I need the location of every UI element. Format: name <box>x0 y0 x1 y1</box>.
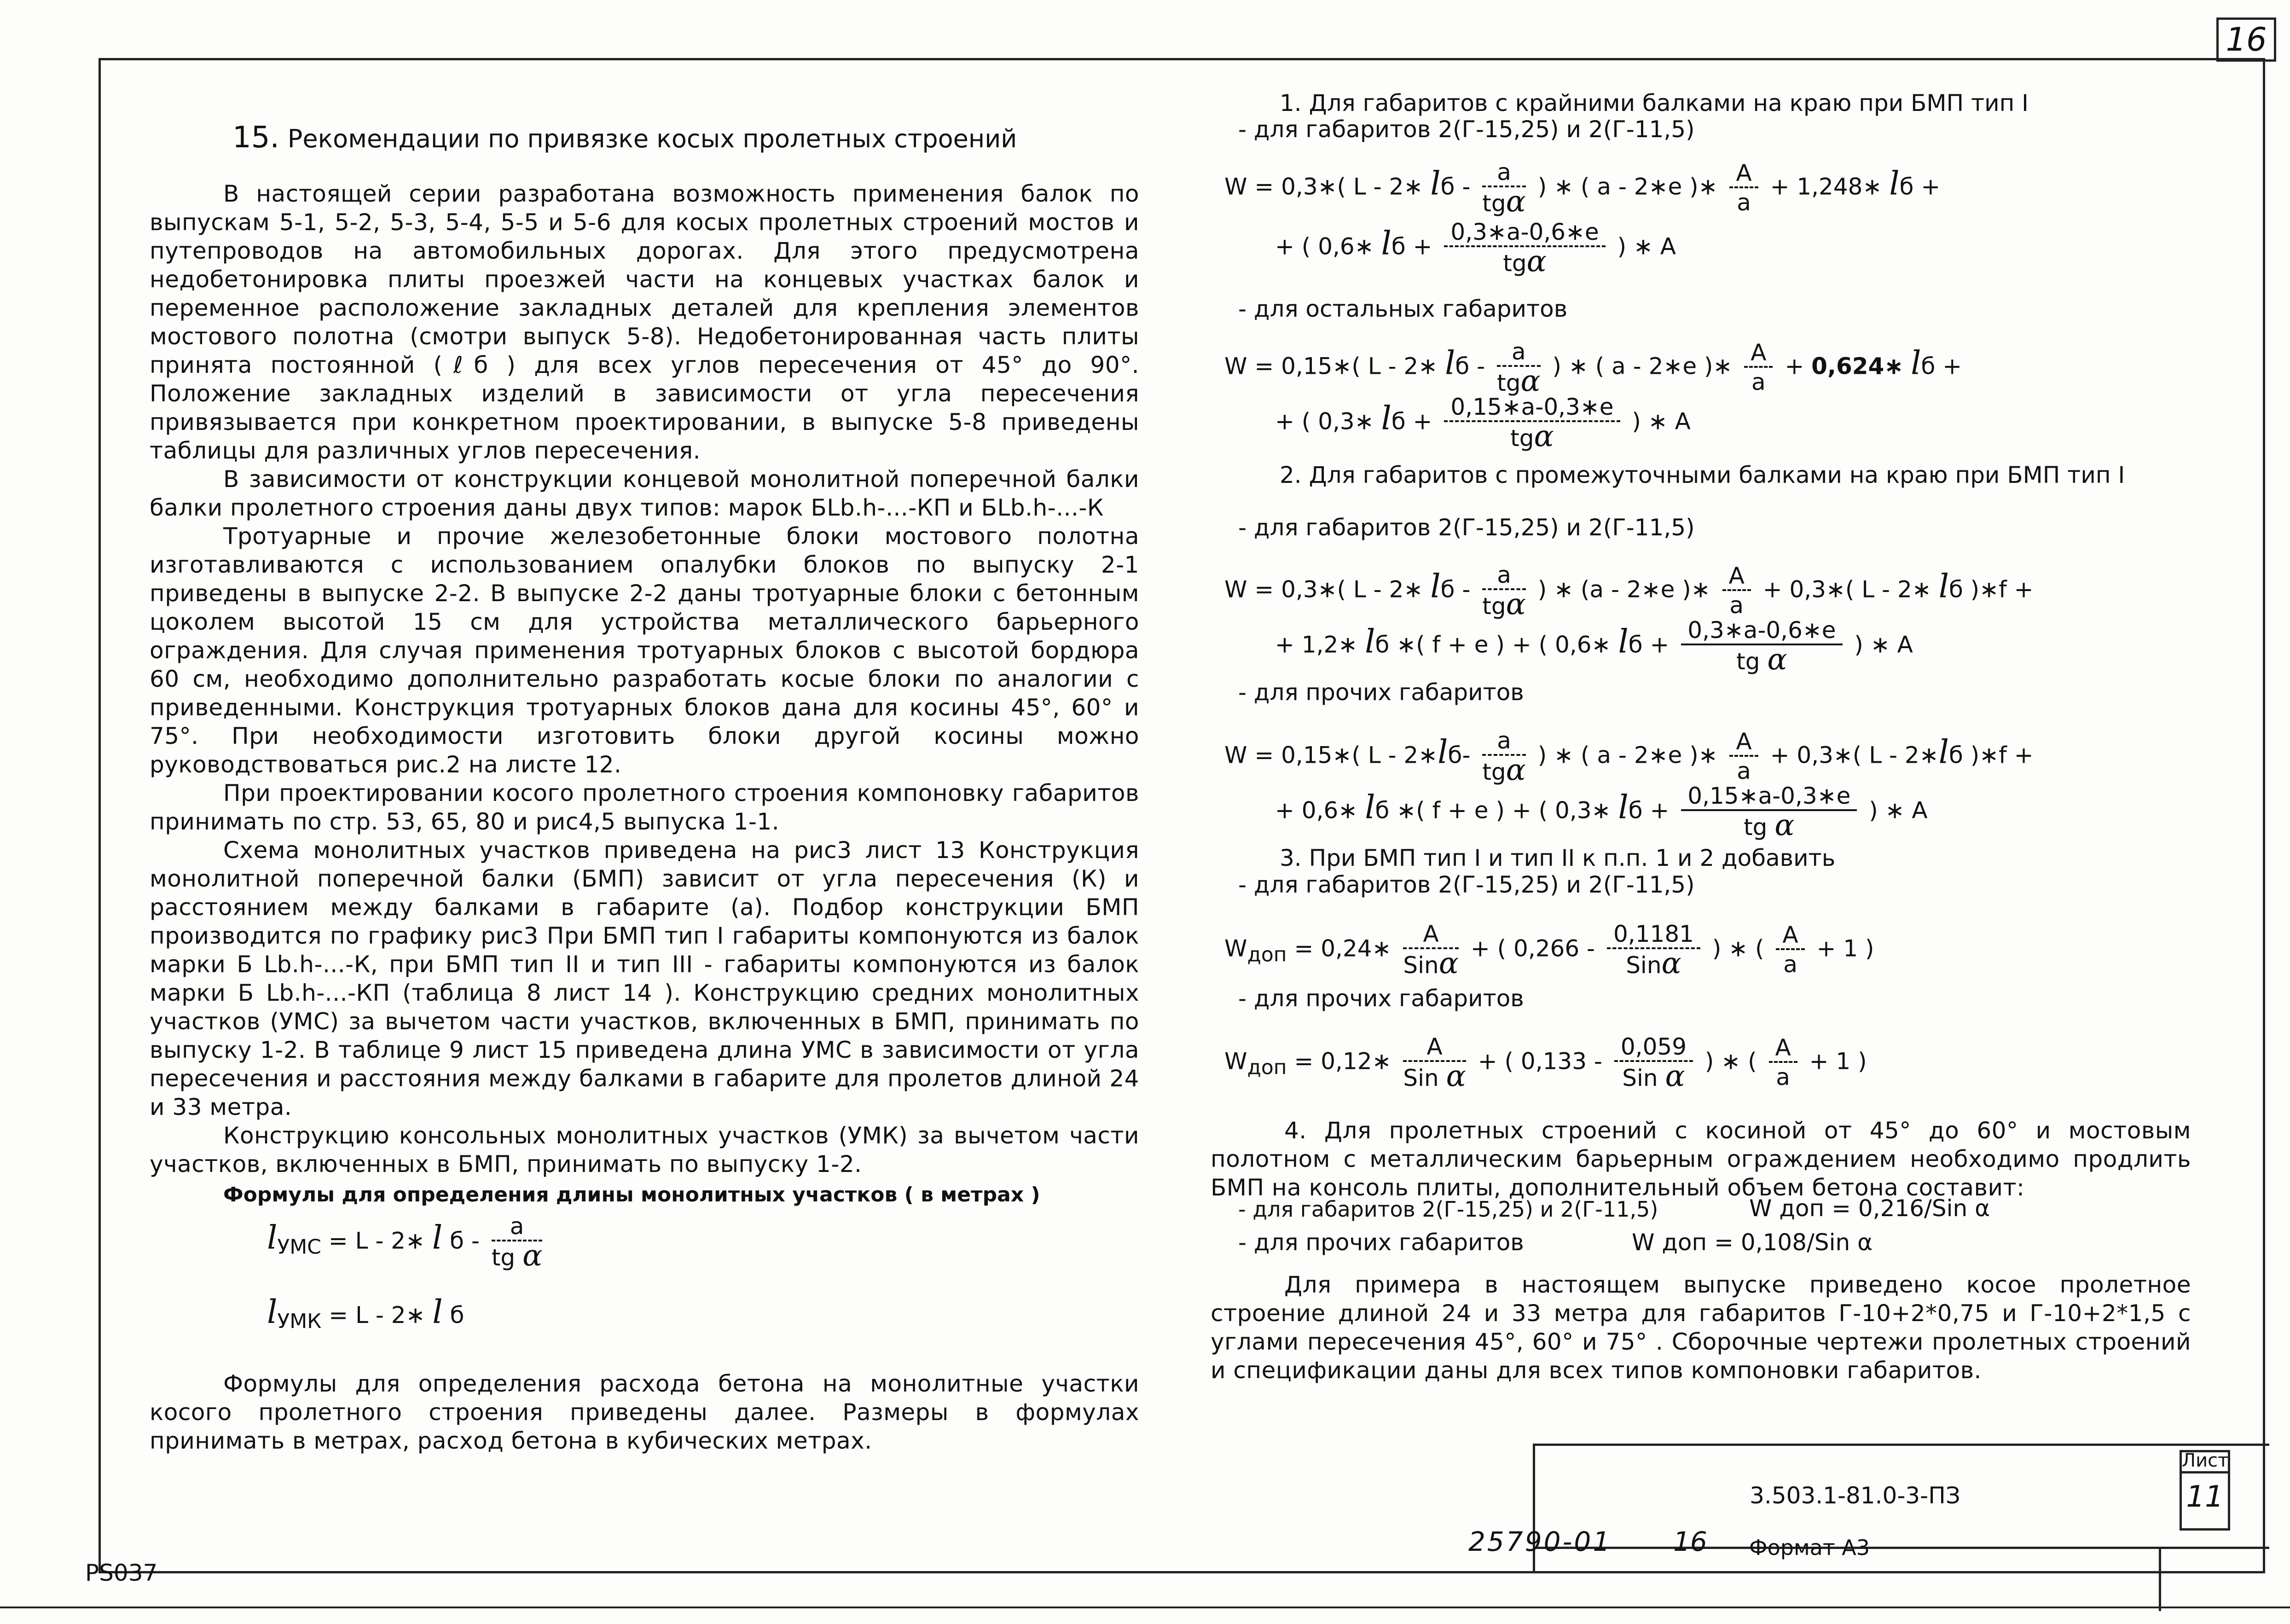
concrete-note <box>150 1369 1139 1455</box>
s2-sub1: - для габаритов 2(Г-15,25) и 2(Г-11,5) <box>1238 514 1695 541</box>
paragraph-intro: В настоящей серии разработана возможность применения балок по выпускам 5-1, 5-2, 5-3, 5-4, 5-5 и 5-6 для косых пролетных строений мостов и путепроводов на автомобильных дорогах. Для этого предусмотрена недобетонировка плиты проезжей части на концевых участках балок и переменное расположение закладных деталей для крепления элементов мостового полотна (смотри выпуск 5-8). Недобетонированная часть плиты принята постоянной (ℓб ) для всех углов пересечения от 45° до 90°. Положение закладных изделий в зависимости от угла пересечения привязывается при конкретном проектировании, в выпуске 5-8 приведены таблицы для различных углов пересечения. <box>150 180 1139 464</box>
s2-sub2: - для прочих габаритов <box>1238 679 1524 706</box>
paragraph-extension: 4. Для пролетных строений с косиной от 45° до 60° и мостовым полотном с металлическим барьерным ограждением необходимо продлить БМП на консоль плиты, дополнительный объем бетона составит: <box>1211 1117 2191 1201</box>
right-para-4 <box>1211 1116 2191 1202</box>
paragraph-sidewalk-blocks: Тротуарные и прочие железобетонные блоки мостового полотна изготавливаются с использованием опалубки блоков по выпуску 2-1 приведены в выпуске 2-2. В выпуске 2-2 даны тротуарные блоки с бетонным цоколем высотой 15 см для устройства металлического барьерного ограждения. Для случая применения тротуарных блоков с высотой бордюра 60 см, необходимо дополнительно разработать косые блоки по аналогии с приведенными. Конструкция тротуарных блоков дана для косины 45°, 60° и 75°. При необходимости изготовить блоки другой косины можно руководствоваться рис.2 на листе 12. <box>150 523 1139 778</box>
heading-title: Рекомендации по привязке косых пролетных строений <box>287 124 1017 153</box>
paragraph-gauge-layout: При проектировании косого пролетного строения компоновку габаритов принимать по стр. 53, 65, 80 и рис4,5 выпуска 1-1. <box>150 780 1139 835</box>
s4-val1: W доп = 0,216/Sin α <box>1749 1195 1990 1222</box>
s4-sub2: - для прочих габаритов <box>1238 1229 1524 1256</box>
formula-wdop-a: $W_{доп}$ = 0,24∗ $\frac{A}{\text{Sinα}}$ + ( 0,266 - $\frac{0,1181}{\text{Sinα}}$ ) ∗ ( $\frac{A}{a}$ + 1 ) <box>1224 921 1874 980</box>
formula-lumk: $l_{УМК} = L$ - 2∗ l б <box>267 1293 464 1333</box>
formula-w1b-cont: + ( 0,3∗ lб + $\frac{0,15∗a-0,3∗e}{\text{tgα}}$ ) ∗ A <box>1275 394 1691 453</box>
formula-w1a: W = 0,3∗( L - 2∗ lб - $\frac{a}{\text{tgα}}$ ) ∗ ( a - 2∗e )∗ $\frac{A}{a}$ + 1,248∗ lб + <box>1224 159 1941 219</box>
paragraph-monolithic-scheme: Схема монолитных участков приведена на рис3 лист 13 Конструкция монолитной поперечной балки (БМП) зависит от угла пересечения (К) и расстоянием между балками в габарите (а). Подбор конструкции БМП производится по графику рис3 При БМП тип I габариты компонуются из балок марки Б Lb.h-...-К, при БМП тип II и тип III - габариты компонуются из балок марки Б Lb.h-...-КП (таблица 8 лист 14 ). Конструкцию средних монолитных участков (УМС) за вычетом части участков, включенных в БМП, принимать по выпуску 1-2. В таблице 9 лист 15 приведена длина УМС в зависимости от угла пересечения и расстояния между балками в габарите для пролетов длиной 24 и 33 метра. <box>150 837 1139 1120</box>
s1-sub1: - для габаритов 2(Г-15,25) и 2(Г-11,5) <box>1238 116 1695 143</box>
title-block-vline <box>2159 1547 2161 1611</box>
doc-code: 3.503.1-81.0-3-ПЗ <box>1750 1482 1960 1509</box>
left-column <box>150 180 1139 1178</box>
formula-wdop-b: $W_{доп}$ = 0,12∗ $\frac{A}{\text{Sin α}}$ + ( 0,133 - $\frac{0,059}{\text{Sin α}}$ ) ∗ ( $\frac{A}{a}$ + 1 ) <box>1224 1033 1867 1093</box>
s3-sub2: - для прочих габаритов <box>1238 985 1524 1012</box>
list-number: 11 <box>2186 1480 2224 1514</box>
list-label: Лист <box>2182 1450 2228 1473</box>
formula-lumc: $l_{УМС} = L$ - 2∗ l б - $\frac{a}{\text{tg α}}$ <box>267 1213 543 1273</box>
s1-sub2: - для остальных габаритов <box>1238 296 1568 322</box>
formula-w1a-cont: + ( 0,6∗ lб + $\frac{0,3∗a-0,6∗e}{\text{tgα}}$ ) ∗ A <box>1275 219 1676 278</box>
registration-number-2: 16 <box>1673 1526 1707 1557</box>
s4-val2: W доп = 0,108/Sin α <box>1632 1229 1873 1256</box>
formula-w1b: W = 0,15∗( L - 2∗ lб - $\frac{a}{\text{tgα}}$ ) ∗ ( a - 2∗e )∗ $\frac{A}{a}$ + 0,624∗ lб + <box>1224 338 1962 398</box>
lumk-sub: УМК <box>277 1310 322 1333</box>
sheet-number-top: 16 <box>2226 21 2267 58</box>
paper-format: Формат А3 <box>1749 1535 1870 1560</box>
formula-w2a-cont: + 1,2∗ lб ∗( f + e ) + ( 0,6∗ lб + $\frac{0,3∗a-0,6∗e}{\text{tg α}}$ ) ∗ A <box>1275 617 1913 677</box>
paragraph-beam-types: В зависимости от конструкции концевой монолитной поперечной балки балки пролетного строения даны двух типов: марок БLb.h-...-КП и БLb.h-...-К <box>150 466 1139 521</box>
s3-sub1: - для габаритов 2(Г-15,25) и 2(Г-11,5) <box>1238 871 1695 898</box>
s1-title: 1. Для габаритов с крайними балками на краю при БМП тип I <box>1280 90 2029 116</box>
formula-title: Формулы для определения длины монолитных участков ( в метрах ) <box>223 1183 1040 1206</box>
paragraph-concrete-formulas: Формулы для определения расхода бетона на монолитные участки косого пролетного строения приведены далее. Размеры в формулах принимать в метрах, расход бетона в кубических метрах. <box>150 1370 1139 1454</box>
lumc-sub: УМС <box>277 1235 321 1259</box>
bottom-edge-line <box>0 1607 2290 1608</box>
right-para-end <box>1211 1270 2191 1385</box>
formula-w2b-cont: + 0,6∗ lб ∗( f + e ) + ( 0,3∗ lб + $\frac{0,15∗a-0,3∗e}{\text{tg α}}$ ) ∗ A <box>1275 783 1928 842</box>
s4-sub1: - для габаритов 2(Г-15,25) и 2(Г-11,5) <box>1238 1197 1658 1222</box>
registration-number: 25790-01 <box>1468 1526 1612 1557</box>
formula-w2b: W = 0,15∗( L - 2∗lб- $\frac{a}{\text{tgα}}$ ) ∗ ( a - 2∗e )∗ $\frac{A}{a}$ + 0,3∗( L - 2∗lб )∗f + <box>1224 727 2034 787</box>
heading-number: 15. <box>232 121 279 155</box>
formula-w2a: W = 0,3∗( L - 2∗ lб - $\frac{a}{\text{tgα}}$ ) ∗ (a - 2∗e )∗ $\frac{A}{a}$ + 0,3∗( L - 2∗ lб )∗f + <box>1224 562 2034 621</box>
corner-code: PS037 <box>85 1560 158 1586</box>
paragraph-example: Для примера в настоящем выпуске приведено косое пролетное строение длиной 24 и 33 метра для габаритов Г-10+2*0,75 и Г-10+2*1,5 с углами пересечения 45°, 60° и 75° . Сборочные чертежи пролетных строений и спецификации даны для всех типов компоновки габаритов. <box>1211 1271 2191 1384</box>
s3-title: 3. При БМП тип I и тип II к п.п. 1 и 2 добавить <box>1280 845 1836 871</box>
paragraph-cantilever: Конструкцию консольных монолитных участков (УМК) за вычетом части участков, включенных в БМП, принимать по выпуску 1-2. <box>150 1122 1139 1177</box>
section-heading <box>232 121 1017 155</box>
s2-title: 2. Для габаритов с промежуточными балками на краю при БМП тип I <box>1280 462 2125 488</box>
